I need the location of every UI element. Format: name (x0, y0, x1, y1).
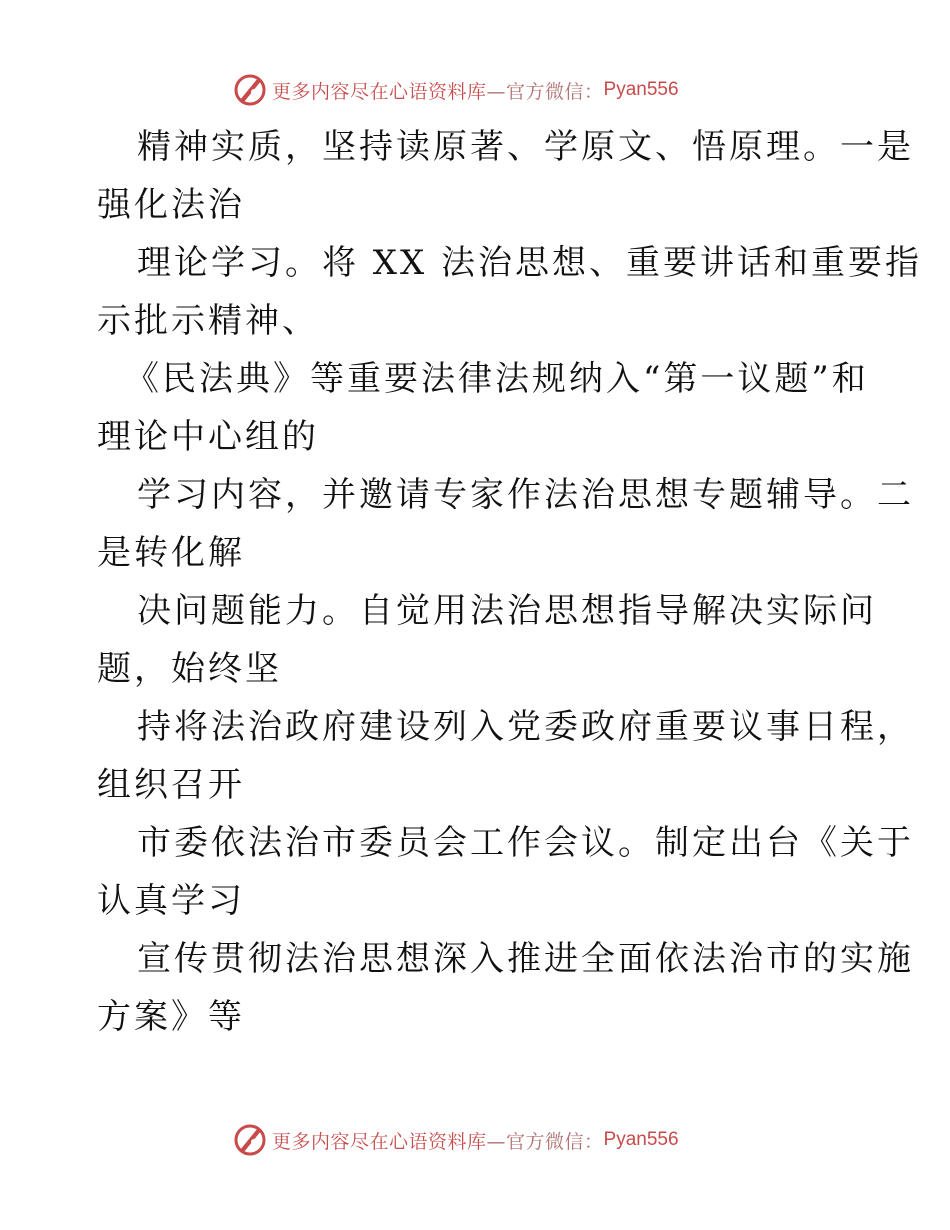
watermark-wechat-id: Pyan556 (603, 79, 679, 100)
body-line: 《民法典》等重要法律法规纳入“第一议题”和 (125, 359, 869, 399)
body-line: 市委依法治市委员会工作会议。制定出台《关于 (137, 823, 914, 863)
body-line: 宣传贯彻法治思想深入推进全面依法治市的实施 (137, 939, 914, 979)
quill-logo-icon (232, 72, 268, 108)
body-line: 认真学习 (97, 881, 245, 921)
body-line: 方案》等 (97, 997, 245, 1037)
body-line: 是转化解 (97, 533, 245, 573)
body-line: 理论中心组的 (97, 417, 319, 457)
watermark-wechat-id: Pyan556 (603, 1129, 679, 1150)
watermark-subtext: —官方微信： (486, 1130, 604, 1153)
watermark-text: 更多内容尽在心语资料库 (272, 80, 487, 103)
header-watermark (232, 70, 732, 110)
footer-watermark (232, 1120, 732, 1160)
quill-logo-icon (232, 1122, 268, 1158)
body-line: 示批示精神、 (97, 301, 319, 341)
body-line: 持将法治政府建设列入党委政府重要议事日程， (137, 707, 914, 747)
body-line: 组织召开 (97, 765, 245, 805)
body-line: 理论学习。将 XX 法治思想、重要讲话和重要指 (137, 243, 923, 283)
body-line: 强化法治 (97, 185, 245, 225)
body-line: 学习内容，并邀请专家作法治思想专题辅导。二 (137, 475, 914, 515)
watermark-text: 更多内容尽在心语资料库 (272, 1130, 487, 1153)
body-line: 题，始终坚 (97, 649, 282, 689)
body-line: 精神实质，坚持读原著、学原文、悟原理。一是 (137, 127, 914, 167)
watermark-subtext: —官方微信： (486, 80, 604, 103)
body-line: 决问题能力。自觉用法治思想指导解决实际问 (137, 591, 877, 631)
